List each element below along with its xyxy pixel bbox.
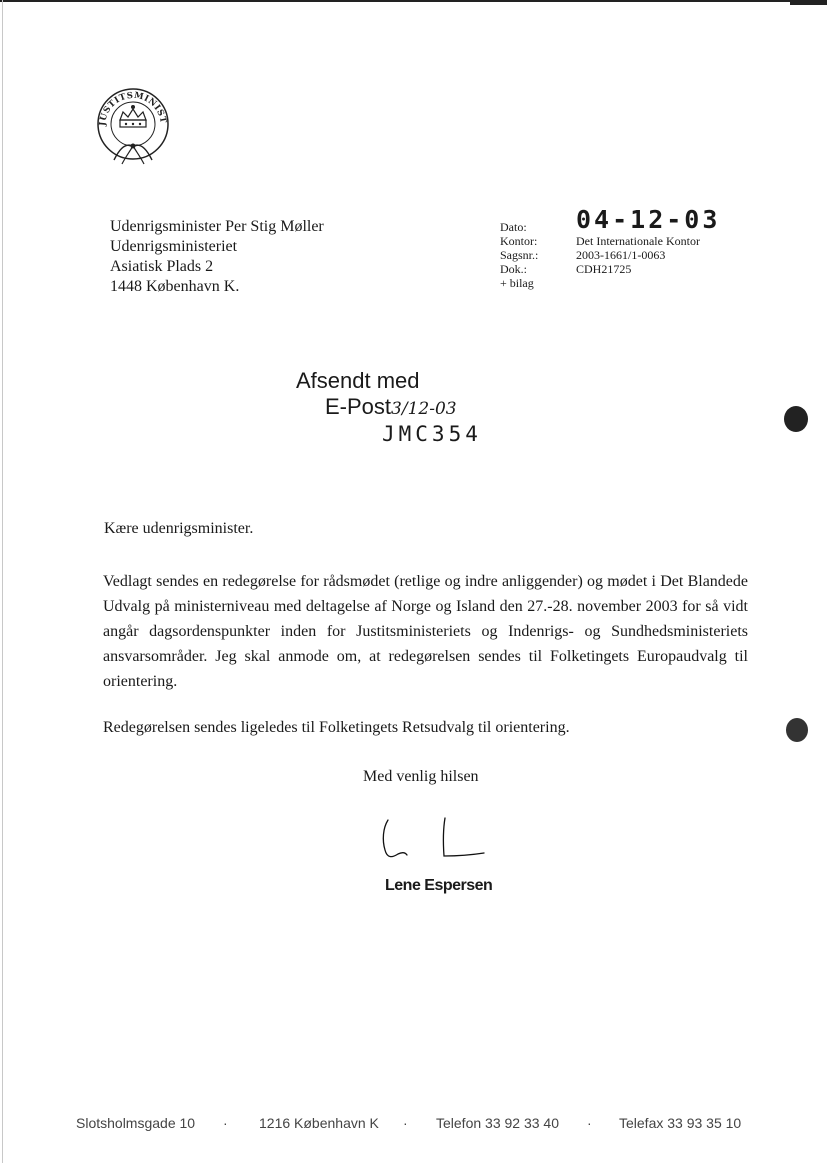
top-border-line <box>0 0 827 2</box>
letter-paragraph-2: Redegørelsen sendes ligeledes til Folketingets Retsudvalg til orientering. <box>103 719 570 736</box>
office-label: Kontor: <box>500 234 538 248</box>
recipient-line-1: Udenrigsminister Per Stig Møller <box>110 218 324 235</box>
left-scan-edge <box>2 0 3 1163</box>
footer-separator-2: · <box>403 1115 408 1131</box>
footer-phone: Telefon 33 92 33 40 <box>436 1115 559 1131</box>
recipient-address <box>110 217 324 297</box>
signatory-name: Lene Espersen <box>385 877 493 894</box>
recipient-line-2: Udenrigsministeriet <box>110 238 238 255</box>
case-label: Sagsnr.: <box>500 248 539 262</box>
sent-stamp-handwritten-date: 3/12-03 <box>391 399 457 419</box>
office-value: Det Internationale Kontor <box>576 234 700 248</box>
footer <box>76 1115 756 1135</box>
doc-number: CDH21725 <box>576 262 632 276</box>
sent-stamp-line-1: Afsendt med <box>296 368 420 393</box>
salutation: Kære udenrigsminister. <box>104 520 254 537</box>
sent-stamp-code: JMC354 <box>382 422 482 446</box>
sent-stamp-line-2 <box>325 394 457 420</box>
recipient-line-4: 1448 København K. <box>110 278 240 295</box>
date-label: Dato: <box>500 220 527 234</box>
ministry-seal-logo <box>92 82 174 168</box>
seal-text: JUSTITSMINIST <box>97 90 169 127</box>
binder-hole-bottom <box>786 718 808 742</box>
date-stamp: 04-12-03 <box>576 205 721 234</box>
top-border-mark <box>790 2 827 5</box>
case-number: 2003-1661/1-0063 <box>576 248 666 262</box>
footer-fax: Telefax 33 93 35 10 <box>619 1115 742 1131</box>
attachment-label: + bilag <box>500 276 534 290</box>
closing: Med venlig hilsen <box>363 768 479 785</box>
footer-city: 1216 København K <box>259 1115 379 1131</box>
footer-street: Slotsholmsgade 10 <box>76 1115 196 1131</box>
binder-hole-top <box>784 406 808 432</box>
footer-separator-3: · <box>587 1115 592 1131</box>
doc-label: Dok.: <box>500 262 527 276</box>
recipient-line-3: Asiatisk Plads 2 <box>110 258 214 275</box>
letter-paragraph-1: Vedlagt sendes en redegørelse for rådsmødet (retlige og indre anliggender) og mødet i Det Blandede Udvalg på ministerniveau med deltagelse af Norge og Island den 27.-28. november 2003 for så vidt angår dagsordenspunkter inden for Justitsministeriets og Indenrigs- og Sundhedsministeriets ansvarsområder. Jeg skal anmode om, at redegørelsen sendes til Folketingets Europaudvalg til orientering. <box>103 573 748 690</box>
footer-separator-1: · <box>223 1115 228 1131</box>
handwritten-signature <box>376 816 491 866</box>
sent-stamp-method: E-Post <box>325 394 392 419</box>
